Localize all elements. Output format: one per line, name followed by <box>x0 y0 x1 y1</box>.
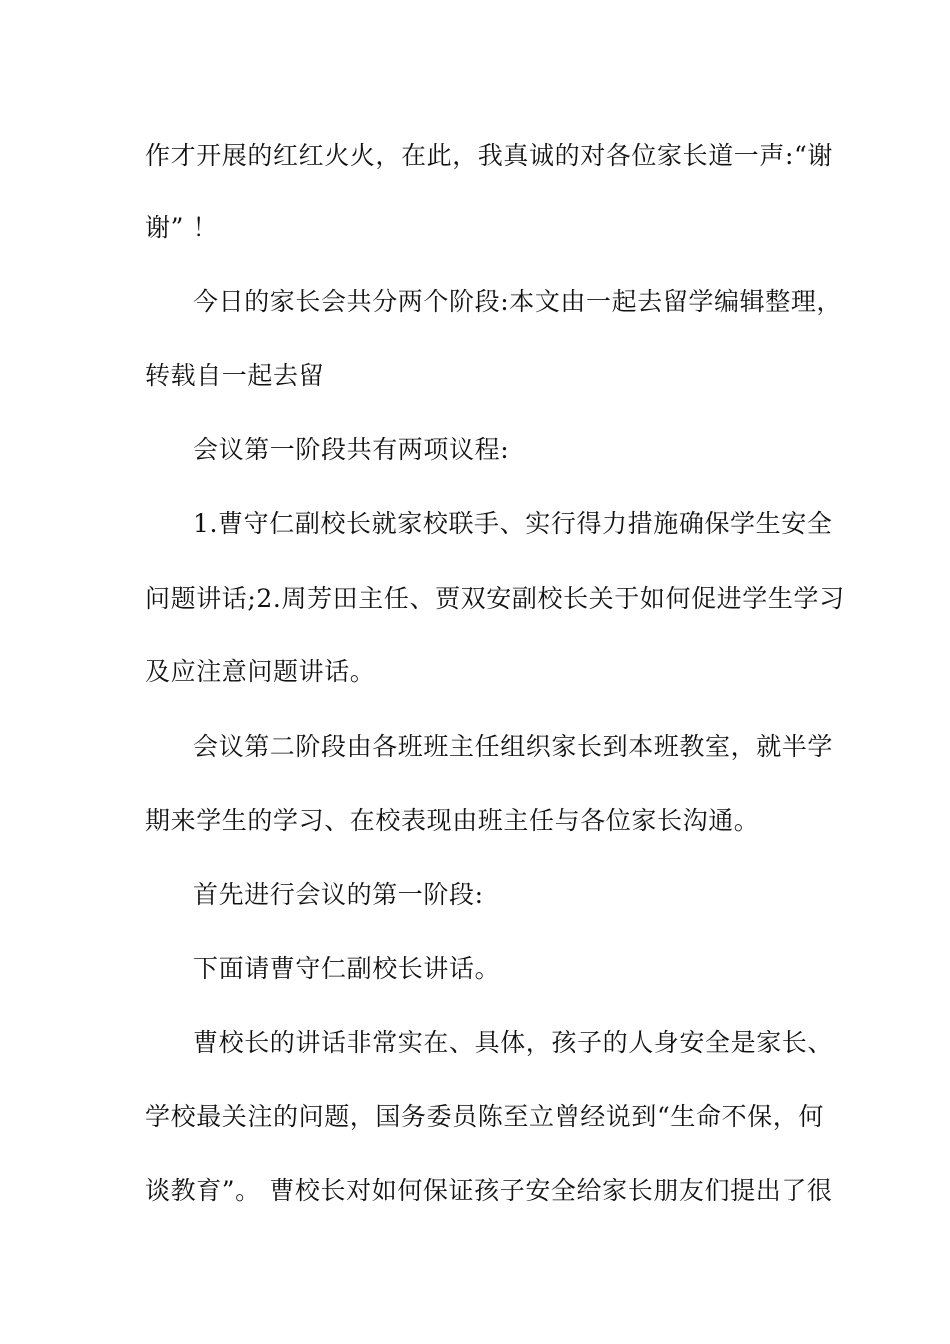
paragraph-first-line: 会议第一阶段共有两项议程: <box>193 435 510 464</box>
paragraph-first-line: 会议第二阶段由各班班主任组织家长到本班教室，就半学 <box>193 732 834 761</box>
text-line: 谢” ！ <box>145 213 219 242</box>
text-line: 及应注意问题讲话。 <box>145 657 376 686</box>
paragraph-first-line: 首先进行会议的第一阶段: <box>193 880 484 909</box>
paragraph-first-line: 下面请曹守仁副校长讲话。 <box>193 954 501 983</box>
text-line: 期来学生的学习、在校表现由班主任与各位家长沟通。 <box>145 806 760 835</box>
text-line: 学校最关注的问题，国务委员陈至立曾经说到“生命不保，何 <box>145 1102 824 1131</box>
text-line: 作才开展的红红火火，在此，我真诚的对各位家长道一声:“谢 <box>145 141 834 170</box>
text-line: 转载自一起去留 <box>145 361 325 390</box>
text-line: 问题讲话;2.周芳田主任、贾双安副校长关于如何促进学生学习 <box>145 584 845 613</box>
paragraph-first-line: 曹校长的讲话非常实在、具体，孩子的人身安全是家长、 <box>193 1028 834 1057</box>
paragraph-first-line: 今日的家长会共分两个阶段:本文由一起去留学编辑整理， <box>193 287 843 316</box>
paragraph-first-line: 1.曹守仁副校长就家校联手、实行得力措施确保学生安全 <box>193 509 833 538</box>
text-line: 谈教育”。 曹校长对如何保证孩子安全给家长朋友们提出了很 <box>145 1176 833 1205</box>
